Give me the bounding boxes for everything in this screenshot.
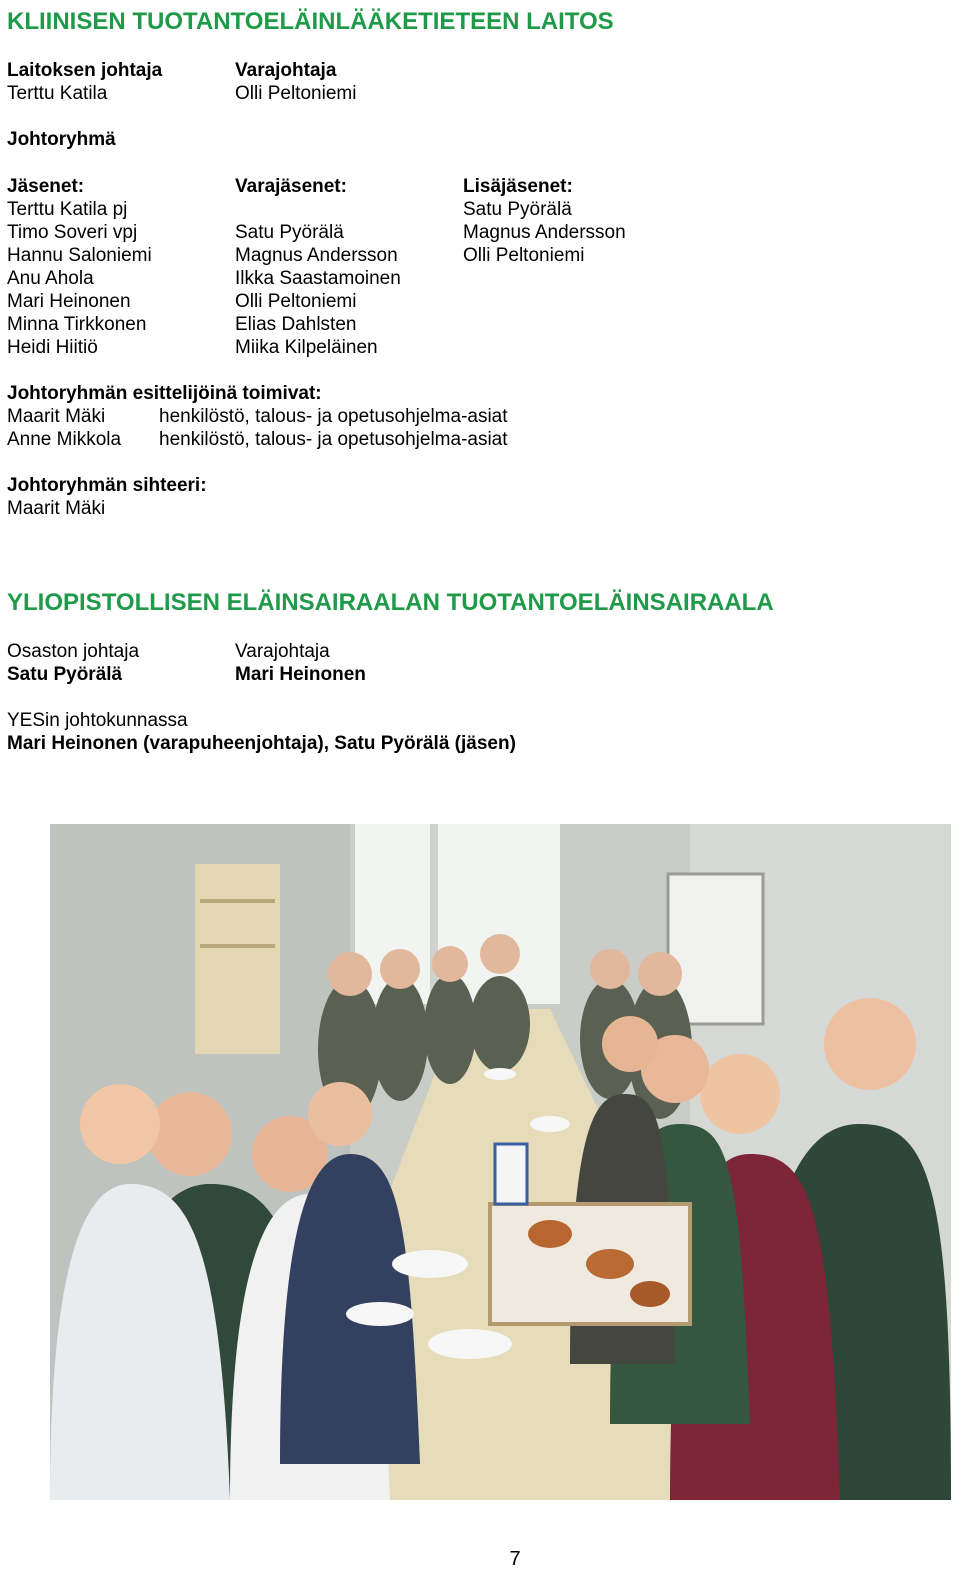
hospital-head-name: Satu Pyörälä <box>7 664 123 685</box>
deputies-label: Varajäsenet: <box>235 176 347 197</box>
presenter-name: Anne Mikkola <box>7 429 122 450</box>
presenter-name: Maarit Mäki <box>7 406 106 427</box>
list-item: Timo Soveri vpj <box>7 222 138 243</box>
list-item: Minna Tirkkonen <box>7 314 147 335</box>
page-number: 7 <box>509 1548 521 1570</box>
hospital-head-label: Osaston johtaja <box>7 641 140 662</box>
hospital-deputy-label: Varajohtaja <box>235 641 330 662</box>
secretary-name: Maarit Mäki <box>7 498 106 519</box>
list-item <box>235 198 401 221</box>
list-item: Anu Ahola <box>7 268 94 289</box>
board-names: Mari Heinonen (varapuheenjohtaja), Satu Pyörälä (jäsen) <box>7 733 516 754</box>
board-label: YESin johtokunnassa <box>7 710 188 731</box>
dept-deputy-name: Olli Peltoniemi <box>235 83 357 104</box>
list-item: Elias Dahlsten <box>235 314 357 335</box>
list-item: Hannu Saloniemi <box>7 245 152 266</box>
secretary-title: Johtoryhmän sihteeri: <box>7 475 207 496</box>
list-item: Heidi Hiitiö <box>7 337 98 358</box>
list-item: Satu Pyörälä <box>235 222 344 243</box>
list-item: Magnus Andersson <box>235 245 398 266</box>
deputies-list <box>235 198 401 359</box>
extra-members-list <box>463 198 626 267</box>
list-item: Ilkka Saastamoinen <box>235 268 401 289</box>
presenters-title: Johtoryhmän esittelijöinä toimivat: <box>7 383 322 404</box>
hospital-title: YLIOPISTOLLISEN ELÄINSAIRAALAN TUOTANTOELÄINSAIRAALA <box>7 589 774 616</box>
group-photo-illustration <box>50 824 951 1500</box>
list-item: Satu Pyörälä <box>463 199 572 220</box>
dept-title: KLIINISEN TUOTANTOELÄINLÄÄKETIETEEN LAITOS <box>7 8 614 35</box>
list-item: Olli Peltoniemi <box>463 245 585 266</box>
presenter-task: henkilöstö, talous- ja opetusohjelma-asiat <box>159 429 508 450</box>
extra-members-label: Lisäjäsenet: <box>463 176 573 197</box>
dept-deputy-label: Varajohtaja <box>235 60 337 81</box>
list-item: Olli Peltoniemi <box>235 291 357 312</box>
list-item: Terttu Katila pj <box>7 199 128 220</box>
members-list <box>7 198 152 359</box>
list-item: Miika Kilpeläinen <box>235 337 378 358</box>
group-photo <box>50 824 951 1500</box>
presenter-task: henkilöstö, talous- ja opetusohjelma-asiat <box>159 406 508 427</box>
hospital-deputy-name: Mari Heinonen <box>235 664 366 685</box>
list-item: Mari Heinonen <box>7 291 131 312</box>
dept-head-name: Terttu Katila <box>7 83 108 104</box>
list-item: Magnus Andersson <box>463 222 626 243</box>
dept-head-label: Laitoksen johtaja <box>7 60 163 81</box>
members-label: Jäsenet: <box>7 176 85 197</box>
board-title: Johtoryhmä <box>7 129 116 150</box>
